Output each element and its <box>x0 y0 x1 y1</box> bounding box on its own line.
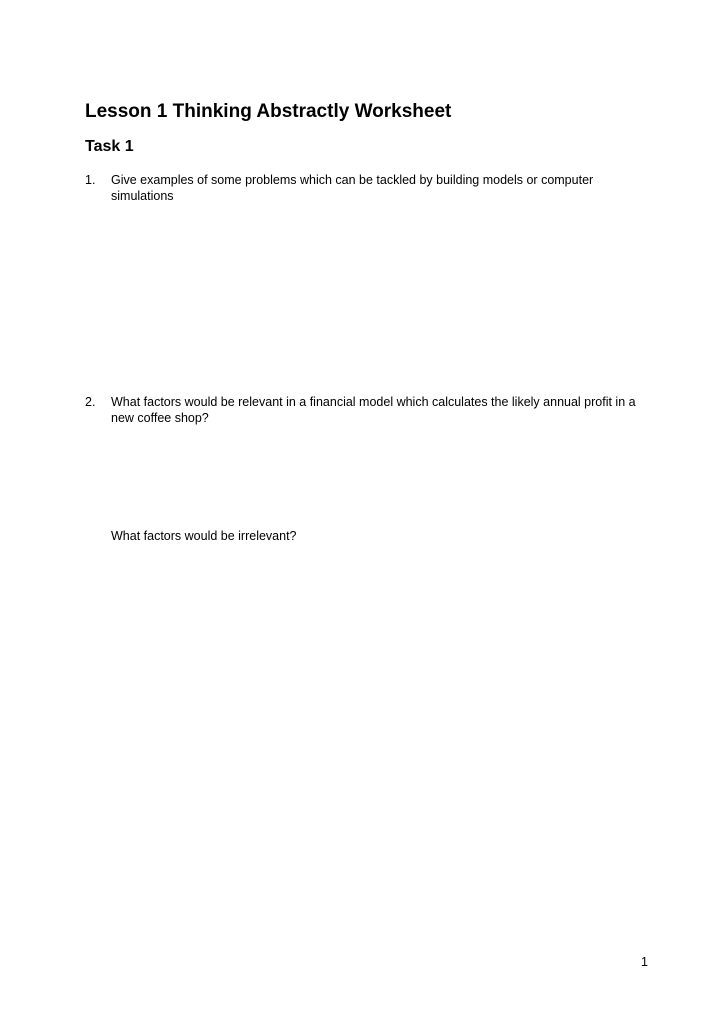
question-1-number: 1. <box>85 173 96 187</box>
question-2-follow-up: What factors would be irrelevant? <box>111 529 297 543</box>
question-2-text: What factors would be relevant in a financial model which calculates the likely annual profit in a new coffee shop? <box>111 395 636 425</box>
worksheet-title: Lesson 1 Thinking Abstractly Worksheet <box>85 101 452 122</box>
question-2 <box>85 394 655 426</box>
task-heading: Task 1 <box>85 138 134 155</box>
page-number: 1 <box>641 955 648 969</box>
question-1-text: Give examples of some problems which can be tackled by building models or computer simulations <box>111 173 594 203</box>
question-1 <box>85 172 655 204</box>
question-2-number: 2. <box>85 395 96 409</box>
